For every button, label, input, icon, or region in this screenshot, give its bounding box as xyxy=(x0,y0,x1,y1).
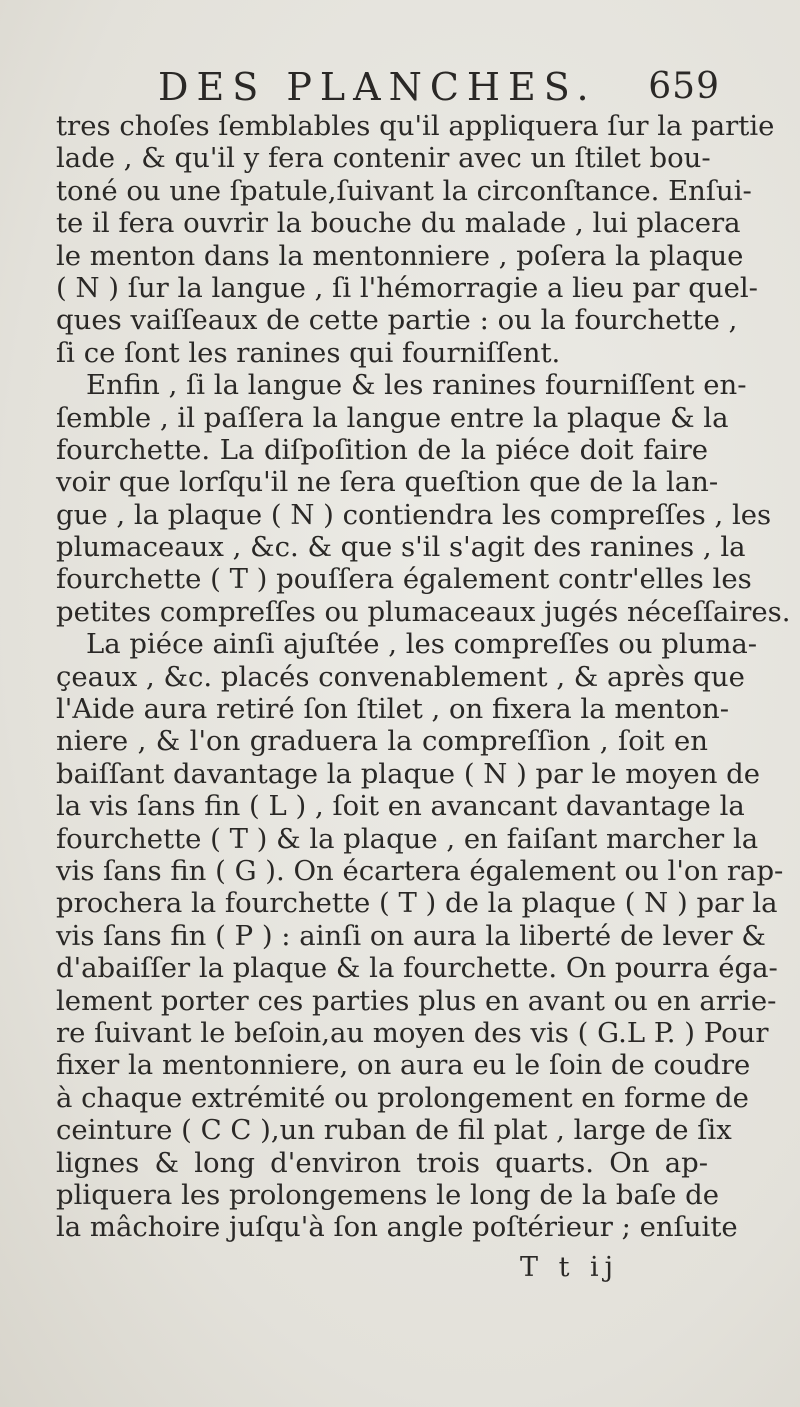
text-line: l'Aide aura retiré ſon ſtilet , on fixera la menton- xyxy=(56,693,730,726)
text-line: ſi ce ſont les ranines qui fourniſſent. xyxy=(56,336,561,369)
text-line: toné ou une ſpatule,ſuivant la circonſtance. Enſui- xyxy=(56,174,752,207)
body-text xyxy=(56,110,791,1244)
text-line: ceinture ( C C ),un ruban de fil plat , large de ſix xyxy=(56,1114,732,1147)
text-line: gue , la plaque ( N ) contiendra les compreſſes , les xyxy=(56,498,772,531)
page-number: 659 xyxy=(648,66,720,107)
text-line: la mâchoire juſqu'à ſon angle poſtérieur ; enſuite xyxy=(56,1211,738,1244)
text-line: vis ſans fin ( G ). On écartera également ou l'on rap- xyxy=(56,854,784,887)
text-line: plumaceaux , &c. & que s'il s'agit des ranines , la xyxy=(56,531,746,564)
text-line: prochera la fourchette ( T ) de la plaque ( N ) par la xyxy=(56,887,778,920)
text-line: fourchette ( T ) & la plaque , en faiſant marcher la xyxy=(56,822,759,855)
text-line: voir que lorſqu'il ne ſera queſtion que de la lan- xyxy=(56,466,719,499)
text-line: la vis ſans fin ( L ) , ſoit en avancant davantage la xyxy=(56,790,745,823)
header-title: DES PLANCHES. xyxy=(158,65,597,109)
text-line: fourchette. La diſpoſition de la piéce doit faire xyxy=(56,433,708,466)
text-line: fixer la mentonniere, on aura eu le ſoin de coudre xyxy=(56,1049,751,1082)
text-line: vis ſans fin ( P ) : ainſi on aura la liberté de lever & xyxy=(56,919,766,952)
text-line: re ſuivant le beſoin,au moyen des vis ( G.L P. ) Pour xyxy=(56,1016,769,1049)
running-header xyxy=(140,62,720,112)
text-line: La piéce ainſi ajuſtée , les compreſſes ou pluma- xyxy=(86,628,758,661)
text-line: ( N ) ſur la langue , ſi l'hémorragie a lieu par quel- xyxy=(56,271,758,304)
text-line: le menton dans la mentonniere , poſera la plaque xyxy=(56,239,744,272)
text-line: ques vaiſſeaux de cette partie : ou la fourchette , xyxy=(56,304,738,337)
text-line: te il fera ouvrir la bouche du malade , lui placera xyxy=(56,207,741,240)
text-line: à chaque extrémité ou prolongement en forme de xyxy=(56,1081,749,1114)
text-line: petites compreſſes ou plumaceaux jugés néceſſaires. xyxy=(56,595,791,628)
text-line: tres choſes ſemblables qu'il appliquera ſur la partie xyxy=(56,110,775,142)
text-line: Enfin , ſi la langue & les ranines fourniſſent en- xyxy=(86,369,747,402)
text-line: niere , & l'on graduera la compreſſion , ſoit en xyxy=(56,725,708,758)
text-line: lade , & qu'il y fera contenir avec un ſtilet bou- xyxy=(56,142,711,175)
text-line: pliquera les prolongemens le long de la baſe de xyxy=(56,1178,719,1211)
text-line: fourchette ( T ) pouſſera également contr'elles les xyxy=(56,563,752,596)
text-line: çeaux , &c. placés convenablement , & après que xyxy=(56,660,745,693)
signature-mark: T t ij xyxy=(520,1252,620,1283)
text-line: d'abaiſſer la plaque & la fourchette. On pourra éga- xyxy=(56,952,778,985)
text-line: lignes & long d'environ trois quarts. On ap- xyxy=(56,1146,708,1179)
text-line: ſemble , il paſſera la langue entre la plaque & la xyxy=(56,401,729,434)
text-line: baiſſant davantage la plaque ( N ) par le moyen de xyxy=(56,757,761,790)
text-line: lement porter ces parties plus en avant ou en arrie- xyxy=(56,984,777,1017)
